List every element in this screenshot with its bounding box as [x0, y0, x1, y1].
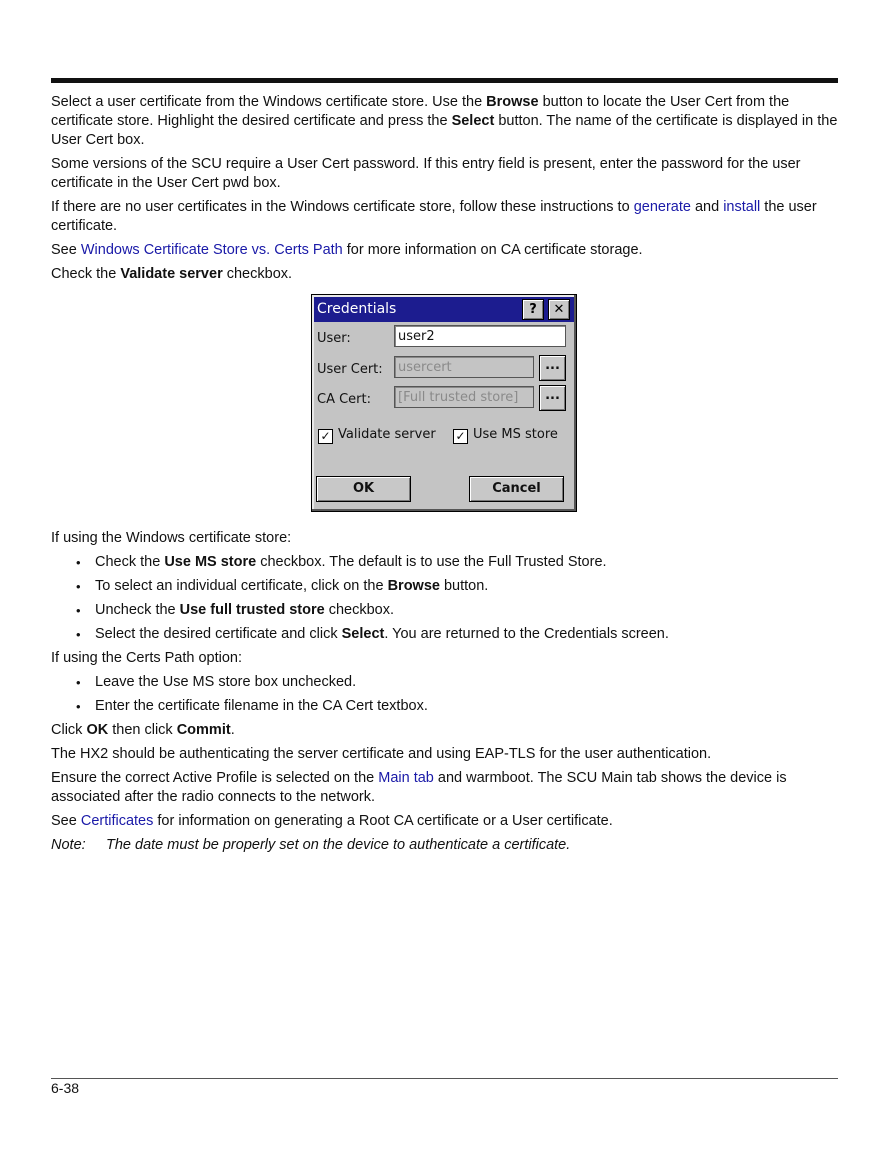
validate-server-checkbox[interactable]: ✓ Validate server — [318, 425, 436, 444]
para-password: Some versions of the SCU require a User Cert password. If this entry field is present, enter the password for the user certificate in the User Cert pwd box. — [51, 156, 801, 191]
install-link[interactable]: install — [723, 199, 761, 215]
para-click-ok: Click OK then click Commit. — [51, 722, 235, 738]
use-ms-store-checkbox[interactable]: ✓ Use MS store — [453, 425, 558, 444]
list-item: • Check the Use MS store checkbox. The default is to use the Full Trusted Store. — [51, 553, 841, 572]
para-certs-path: If using the Certs Path option: — [51, 650, 243, 666]
close-button[interactable]: ✕ — [548, 299, 570, 320]
user-label: User: — [317, 331, 351, 346]
note — [51, 836, 841, 855]
ca-cert-label: CA Cert: — [317, 392, 371, 407]
document-body — [51, 93, 841, 860]
para-no-certs: If there are no user certificates in the Windows certificate store, follow these instructions to generate and install the user certificate. — [51, 199, 817, 234]
generate-link[interactable]: generate — [633, 199, 691, 215]
note-text: The date must be properly set on the device to authenticate a certificate. — [106, 837, 571, 853]
para-hx2: The HX2 should be authenticating the server certificate and using EAP-TLS for the user authentication. — [51, 746, 712, 762]
user-cert-label: User Cert: — [317, 362, 383, 377]
windows-store-steps — [51, 553, 841, 644]
help-button[interactable]: ? — [522, 299, 544, 320]
cancel-button[interactable]: Cancel — [469, 476, 564, 502]
list-item: • To select an individual certificate, click on the Browse button. — [51, 577, 841, 596]
ca-cert-field: [Full trusted store] — [394, 386, 534, 408]
credentials-figure — [51, 289, 841, 519]
para-certificates: See Certificates for information on generating a Root CA certificate or a User certificate. — [51, 813, 613, 829]
ca-cert-browse-button[interactable]: ... — [539, 385, 566, 411]
cert-store-link[interactable]: Windows Certificate Store vs. Certs Path — [80, 242, 343, 258]
certificates-link[interactable]: Certificates — [80, 813, 154, 829]
bottom-rule — [51, 1078, 838, 1079]
note-tag: Note: — [51, 837, 86, 853]
user-cert-browse-button[interactable]: ... — [539, 355, 566, 381]
ok-button[interactable]: OK — [316, 476, 411, 502]
credentials-dialog — [311, 294, 577, 512]
user-cert-field: usercert — [394, 356, 534, 378]
para-windows-store: If using the Windows certificate store: — [51, 530, 292, 546]
page-number: 6-38 — [51, 1080, 80, 1096]
list-item: • Leave the Use MS store box unchecked. — [51, 673, 841, 692]
main-tab-link[interactable]: Main tab — [378, 770, 434, 786]
certs-path-steps — [51, 673, 841, 716]
top-rule — [51, 78, 838, 83]
validate-server-check-icon: ✓ — [318, 429, 333, 444]
para-active-profile: Ensure the correct Active Profile is selected on the Main tab and warmboot. The SCU Main tab shows the device is associated after the radio connects to the network. — [51, 770, 787, 805]
use-ms-store-check-icon: ✓ — [453, 429, 468, 444]
dialog-titlebar — [314, 297, 574, 322]
dialog-title: Credentials — [317, 301, 397, 317]
list-item: • Uncheck the Use full trusted store checkbox. — [51, 601, 841, 620]
list-item: • Enter the certificate filename in the CA Cert textbox. — [51, 697, 841, 716]
list-item: • Select the desired certificate and click Select. You are returned to the Credentials screen. — [51, 625, 841, 644]
para-validate: Check the Validate server checkbox. — [51, 266, 293, 282]
para-see-store: See Windows Certificate Store vs. Certs Path for more information on CA certificate storage. — [51, 242, 643, 258]
para-select-cert: Select a user certificate from the Windows certificate store. Use the Browse button to locate the User Cert from the certificate store. Highlight the desired certificate and press the Select button. The name of the certificate is displayed in the User Cert box. — [51, 94, 838, 148]
user-input[interactable]: user2 — [394, 325, 566, 347]
